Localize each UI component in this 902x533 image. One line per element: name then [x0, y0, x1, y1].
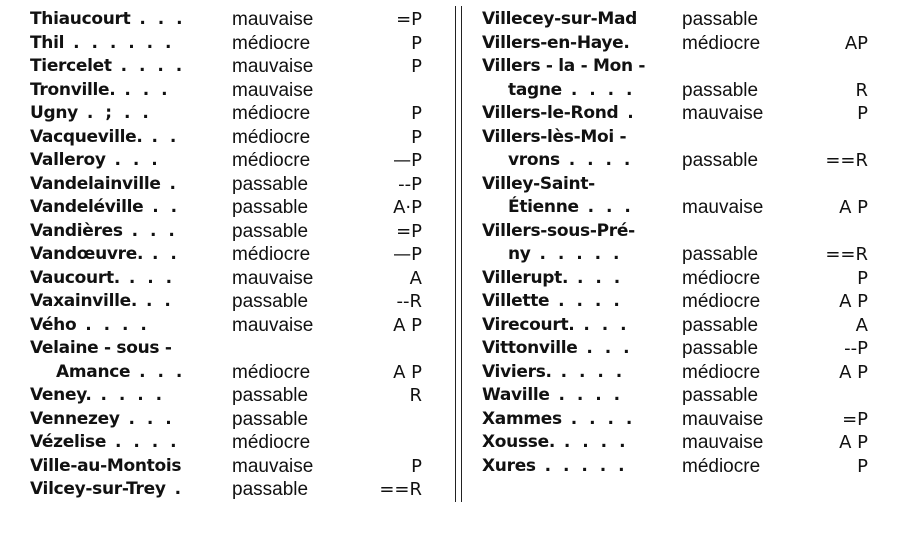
quality-value: médiocre — [232, 244, 311, 265]
code-value: A P — [393, 314, 422, 336]
commune-name: Vandœuvre. . . — [30, 244, 180, 264]
quality-value: mauvaise — [682, 432, 764, 453]
code-value: =P — [396, 220, 422, 242]
code-value: P — [411, 56, 422, 77]
code-value: A P — [393, 361, 422, 383]
table-row — [482, 196, 882, 220]
table-row — [482, 149, 882, 173]
table-row — [30, 55, 430, 79]
commune-name: Villers-sous-Pré- — [482, 220, 635, 241]
table-row — [30, 243, 430, 267]
commune-name: Ville-au-Montois — [30, 455, 182, 476]
commune-name: vrons . . . . — [508, 150, 634, 170]
table-row — [482, 220, 882, 244]
table-row — [482, 361, 882, 385]
table-row — [30, 384, 430, 408]
code-value: —P — [393, 244, 422, 265]
quality-value: médiocre — [232, 32, 311, 54]
commune-name: Villers-lès-Moi - — [482, 126, 627, 147]
table-row — [30, 102, 430, 126]
quality-value: passable — [232, 385, 309, 406]
commune-name: ny . . . . . — [508, 244, 623, 264]
commune-name: Vaxainville. . . — [30, 291, 174, 311]
table-row — [30, 431, 430, 455]
quality-value: médiocre — [232, 103, 311, 124]
commune-name: Thiaucourt . . . — [30, 9, 186, 29]
table-row — [482, 55, 882, 79]
quality-value: passable — [682, 79, 759, 101]
quality-value: passable — [682, 385, 759, 406]
quality-value: mauvaise — [232, 455, 314, 477]
commune-name: Vézelise . . . . — [30, 432, 180, 452]
quality-value: médiocre — [682, 32, 761, 54]
column-divider — [455, 6, 462, 502]
commune-name: Xammes . . . . — [482, 408, 636, 429]
quality-value: passable — [682, 244, 759, 265]
commune-name: Villey-Saint- — [482, 173, 595, 194]
code-value: A — [855, 314, 868, 336]
commune-name: Tiercelet . . . . — [30, 56, 186, 76]
left-column — [30, 8, 430, 502]
commune-name: Vandeléville . . — [30, 197, 181, 217]
quality-value: médiocre — [682, 361, 761, 383]
code-value: AP — [844, 32, 868, 54]
code-value: A P — [839, 432, 868, 453]
commune-name: Tronville. . . . — [30, 79, 171, 100]
code-value: --R — [396, 291, 422, 312]
table-row — [30, 455, 430, 479]
quality-value: médiocre — [682, 455, 761, 477]
table-row — [30, 149, 430, 173]
commune-name: Vaucourt. . . . — [30, 267, 176, 288]
commune-name: Viviers. . . . . — [482, 361, 626, 382]
table-row — [482, 455, 882, 479]
commune-name: Xures . . . . . — [482, 455, 628, 476]
quality-value: mauvaise — [232, 267, 314, 289]
table-row — [482, 408, 882, 432]
commune-name: Vandières . . . — [30, 220, 178, 241]
code-value: P — [411, 455, 422, 477]
table-row — [482, 126, 882, 150]
code-value: P — [411, 126, 422, 148]
code-value: ==R — [825, 244, 868, 265]
commune-name: Vittonville . . . — [482, 338, 633, 358]
commune-name: Valleroy . . . — [30, 150, 161, 170]
table-row — [482, 102, 882, 126]
quality-value: passable — [682, 150, 759, 171]
quality-value: passable — [232, 173, 309, 195]
table-row — [30, 290, 430, 314]
quality-value: passable — [682, 338, 759, 359]
commune-name: Villers-en-Haye. — [482, 32, 630, 53]
commune-name: Étienne . . . — [508, 197, 634, 217]
commune-name: Villecey-sur-Mad — [482, 9, 638, 29]
code-value: A P — [839, 291, 868, 312]
table-row — [30, 220, 430, 244]
table-row — [30, 196, 430, 220]
code-value: --P — [398, 173, 422, 195]
code-value: A P — [839, 361, 868, 383]
table-row — [482, 32, 882, 56]
commune-name: Vacqueville. . . — [30, 126, 180, 147]
quality-value: passable — [682, 314, 759, 336]
commune-name: Ugny . ; . . — [30, 103, 152, 123]
table-row — [30, 173, 430, 197]
commune-name: Vennezey . . . — [30, 408, 175, 429]
code-value: ==R — [379, 479, 422, 500]
commune-name: Waville . . . . — [482, 385, 624, 405]
quality-value: passable — [682, 9, 759, 30]
commune-name: Xousse. . . . . — [482, 432, 629, 452]
table-row — [30, 408, 430, 432]
quality-value: mauvaise — [232, 56, 314, 77]
quality-value: mauvaise — [682, 197, 764, 218]
table-row — [482, 314, 882, 338]
table-row — [30, 361, 430, 385]
quality-value: médiocre — [682, 291, 761, 312]
code-value: —P — [393, 150, 422, 171]
quality-value: passable — [232, 291, 309, 312]
table-row — [482, 79, 882, 103]
code-value: R — [409, 385, 422, 406]
commune-name: Thil . . . . . . — [30, 32, 175, 53]
quality-value: médiocre — [232, 432, 311, 453]
table-row — [30, 267, 430, 291]
quality-value: mauvaise — [232, 79, 314, 101]
quality-value: mauvaise — [232, 9, 314, 30]
quality-value: mauvaise — [682, 103, 764, 124]
code-value: =P — [396, 9, 422, 30]
quality-value: mauvaise — [232, 314, 314, 336]
commune-name: Vandelainville . — [30, 173, 180, 194]
commune-name: Villers - la - Mon - — [482, 56, 646, 76]
code-value: P — [857, 267, 868, 289]
code-value: P — [857, 455, 868, 477]
code-value: P — [857, 103, 868, 124]
table-row — [30, 79, 430, 103]
table-row — [482, 384, 882, 408]
table-row — [482, 173, 882, 197]
table-row — [30, 32, 430, 56]
code-value: P — [411, 32, 422, 54]
code-value: ==R — [825, 150, 868, 171]
table-row — [482, 243, 882, 267]
quality-value: passable — [232, 479, 309, 500]
code-value: A·P — [393, 197, 422, 218]
table-row — [30, 8, 430, 32]
code-value: =P — [842, 408, 868, 430]
commune-name: tagne . . . . — [508, 79, 636, 100]
quality-value: médiocre — [232, 126, 311, 148]
table-row — [482, 8, 882, 32]
quality-value: médiocre — [682, 267, 761, 289]
table-row — [482, 337, 882, 361]
code-value: A — [409, 267, 422, 289]
commune-name: Villerupt. . . . — [482, 267, 624, 288]
table-row — [30, 337, 430, 361]
table-row — [482, 267, 882, 291]
quality-value: médiocre — [232, 361, 311, 383]
quality-value: médiocre — [232, 150, 311, 171]
commune-name: Villette . . . . — [482, 291, 623, 311]
code-value: P — [411, 103, 422, 124]
commune-name: Amance . . . — [56, 361, 186, 382]
table-row — [30, 478, 430, 502]
commune-name: Vého . . . . — [30, 314, 150, 335]
table-row — [30, 314, 430, 338]
quality-value: mauvaise — [682, 408, 764, 430]
quality-value: passable — [232, 408, 309, 430]
table-row — [482, 431, 882, 455]
commune-name: Virecourt. . . . — [482, 314, 630, 335]
code-value: R — [855, 79, 868, 101]
code-value: --P — [844, 338, 868, 359]
quality-value: passable — [232, 197, 309, 218]
commune-name: Veney. . . . . — [30, 385, 166, 405]
quality-value: passable — [232, 220, 309, 242]
commune-name: Vilcey-sur-Trey . — [30, 479, 185, 499]
commune-name: Velaine - sous - — [30, 338, 172, 358]
table-row — [482, 290, 882, 314]
code-value: A P — [839, 197, 868, 218]
right-column — [482, 8, 882, 478]
table-row — [30, 126, 430, 150]
commune-name: Villers-le-Rond . — [482, 103, 637, 123]
